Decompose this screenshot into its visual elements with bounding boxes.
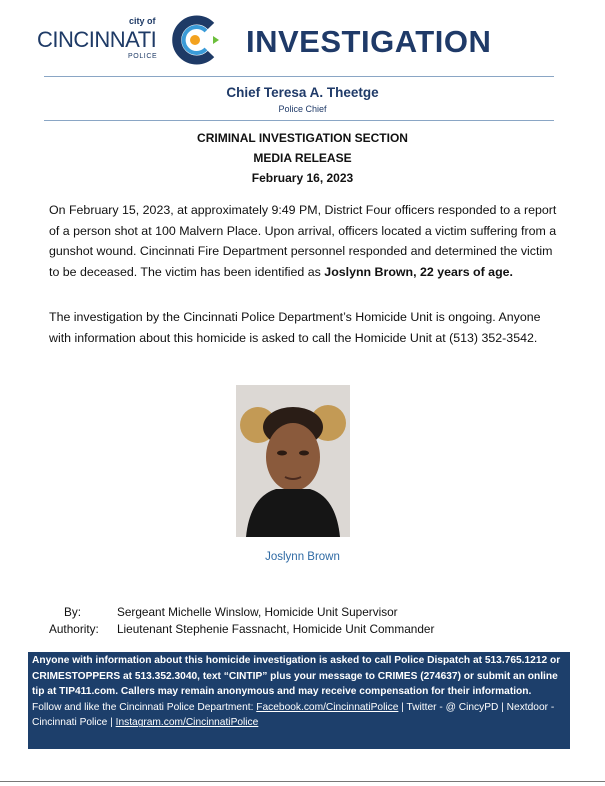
portrait-image-icon — [236, 385, 350, 537]
logo-city-name: CINCINNATI — [37, 27, 157, 52]
page-bottom-rule — [0, 781, 605, 782]
body-paragraph-1 — [49, 200, 564, 282]
body-paragraph-1-text: On February 15, 2023, at approximately 9:49 PM, District Four officers responded to a report of a person shot at 100 Malvern Place. Upon arrival, officers located a victim suffering from a gunshot wound. Cincinnati Fire Department personnel responded and determined the victim to be deceased. The victim has been identified as — [49, 203, 557, 279]
authority-value: Lieutenant Stephenie Fassnacht, Homicide Unit Commander — [117, 622, 435, 636]
page-headline: INVESTIGATION — [246, 24, 492, 59]
nextdoor-text: Nextdoor - Cincinnati Police | — [32, 701, 555, 729]
tip-info-text: Anyone with information about this homicide investigation is asked to call Police Dispatch at 513.765.1212 or CRIMESTOPPERS at 513.352.3040, text “CINTIP” plus your message to CRIMES (274637) or submit an online tip at TIP411.com. Callers may remain anonymous and may receive compensation for their information. — [32, 655, 561, 698]
by-value: Sergeant Michelle Winslow, Homicide Unit Supervisor — [117, 605, 398, 619]
photo-caption: Joslynn Brown — [265, 551, 340, 563]
logo-c-mark-icon — [169, 14, 221, 66]
header-rule-top — [44, 76, 554, 77]
release-date: February 16, 2023 — [251, 171, 354, 185]
chief-name: Chief Teresa A. Theetge — [226, 85, 379, 100]
cincinnati-police-logo — [33, 14, 223, 66]
chief-title: Police Chief — [278, 104, 327, 114]
body-paragraph-2: The investigation by the Cincinnati Police Department’s Homicide Unit is ongoing. Anyone with information about this homicide is asked to call the Homicide Unit at (513) 352-3542. — [49, 310, 541, 345]
facebook-link[interactable]: Facebook.com/CincinnatiPolice — [256, 701, 399, 713]
follow-text: Follow and like the Cincinnati Police Department: — [32, 701, 257, 713]
social-links — [32, 700, 566, 731]
header-rule-bottom — [44, 120, 554, 121]
twitter-text: | Twitter - @ CincyPD | — [398, 701, 507, 713]
authority-label: Authority: — [49, 622, 99, 636]
victim-photo — [236, 385, 350, 537]
release-type: MEDIA RELEASE — [253, 151, 352, 165]
instagram-link[interactable]: Instagram.com/CincinnatiPolice — [115, 717, 259, 729]
by-label: By: — [64, 605, 82, 619]
logo-police: POLICE — [128, 53, 158, 60]
section-title: CRIMINAL INVESTIGATION SECTION — [197, 131, 408, 145]
victim-identity: Joslynn Brown, 22 years of age. — [324, 264, 513, 279]
tip-info-box — [28, 652, 570, 749]
logo-city-of: city of — [129, 16, 156, 26]
